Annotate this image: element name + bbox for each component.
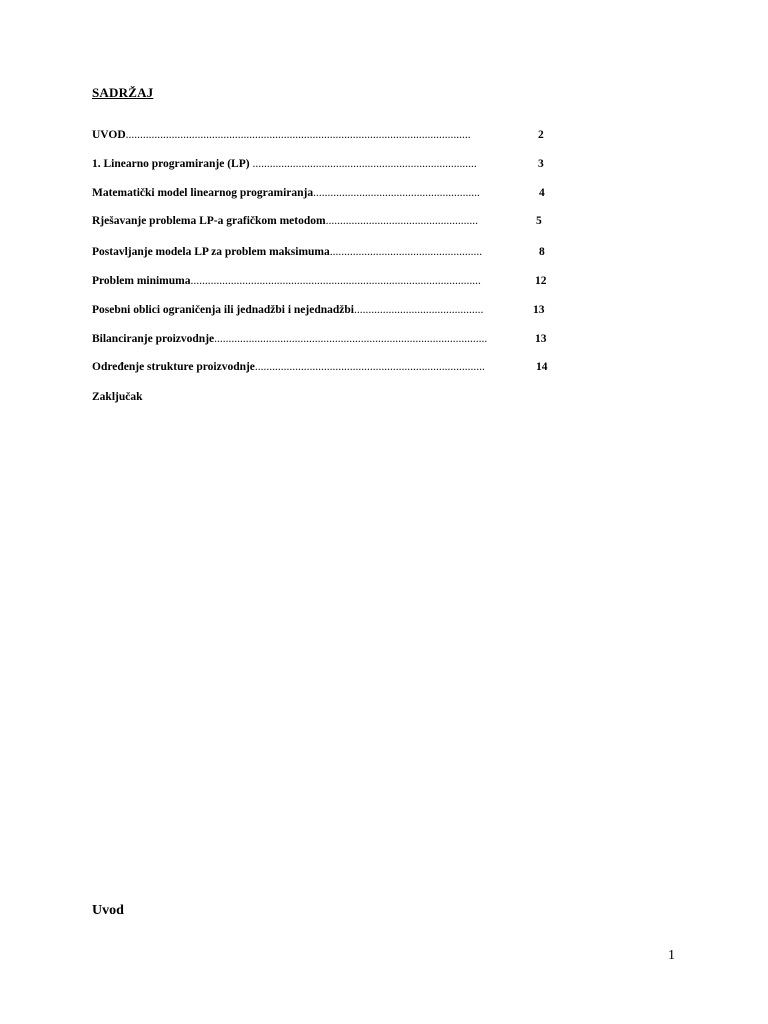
toc-entry-linearno-programiranje[interactable] [92, 157, 530, 171]
toc-page-number: 13 [533, 304, 545, 316]
toc-page-number: 14 [536, 361, 548, 373]
toc-entry-bilanciranje[interactable] [92, 332, 532, 346]
toc-entry-uvod[interactable] [92, 128, 552, 142]
toc-entry-problem-maksimuma[interactable] [92, 245, 536, 259]
toc-leader-dots: .......................................................... [313, 187, 480, 199]
toc-entry-matematicki-model[interactable] [92, 186, 532, 200]
toc-page-number: 3 [538, 158, 544, 170]
toc-entry-title: Postavljanje modela LP za problem maksimuma [92, 246, 330, 258]
toc-entry-title: 1. Linearno programiranje (LP) [92, 158, 253, 170]
toc-leader-dots: ............................................. [353, 304, 484, 316]
toc-leader-dots: ..................................................... [329, 246, 483, 258]
toc-page-number: 13 [535, 333, 547, 345]
page-number: 1 [668, 948, 675, 963]
toc-entry-title: Određenje strukture proizvodnje [92, 361, 255, 373]
toc-entry-title: Rješavanje problema LP-a grafičkom metodom [92, 215, 326, 227]
toc-leader-dots: .............................................................................. [252, 158, 477, 170]
toc-entry-title: Matematički model linearnog programiranja [92, 187, 314, 199]
toc-entry-zakljucak[interactable]: Zaključak [92, 391, 143, 403]
toc-entry-title: UVOD [92, 129, 126, 141]
toc-entry-title: Posebni oblici ograničenja ili jednadžbi i nejednadžbi [92, 304, 354, 316]
toc-leader-dots: ........................................................................................................................ [125, 129, 471, 141]
section-heading: Uvod [92, 903, 124, 918]
toc-page-number: 5 [536, 215, 542, 227]
toc-leader-dots: ..................................................... [325, 215, 478, 227]
toc-page-number: 4 [539, 187, 545, 199]
toc-page-number: 8 [539, 246, 545, 258]
toc-entry-title: Problem minimuma [92, 275, 191, 287]
toc-entry-title: Bilanciranje proizvodnje [92, 333, 215, 345]
toc-leader-dots: ................................................................................ [254, 361, 485, 373]
toc-leader-dots: ............................................................................................... [214, 333, 488, 345]
toc-page-number: 12 [535, 275, 547, 287]
toc-entry-posebni-oblici[interactable] [92, 303, 532, 317]
toc-entry-problem-minimuma[interactable] [92, 274, 532, 288]
toc-page-number: 2 [538, 129, 544, 141]
toc-entry-graficka-metoda[interactable] [92, 214, 530, 228]
toc-leader-dots: ..................................................................................................... [190, 275, 481, 287]
toc-heading: SADRŽAJ [92, 85, 154, 100]
toc-entry-struktura-proizvodnje[interactable] [92, 360, 534, 374]
